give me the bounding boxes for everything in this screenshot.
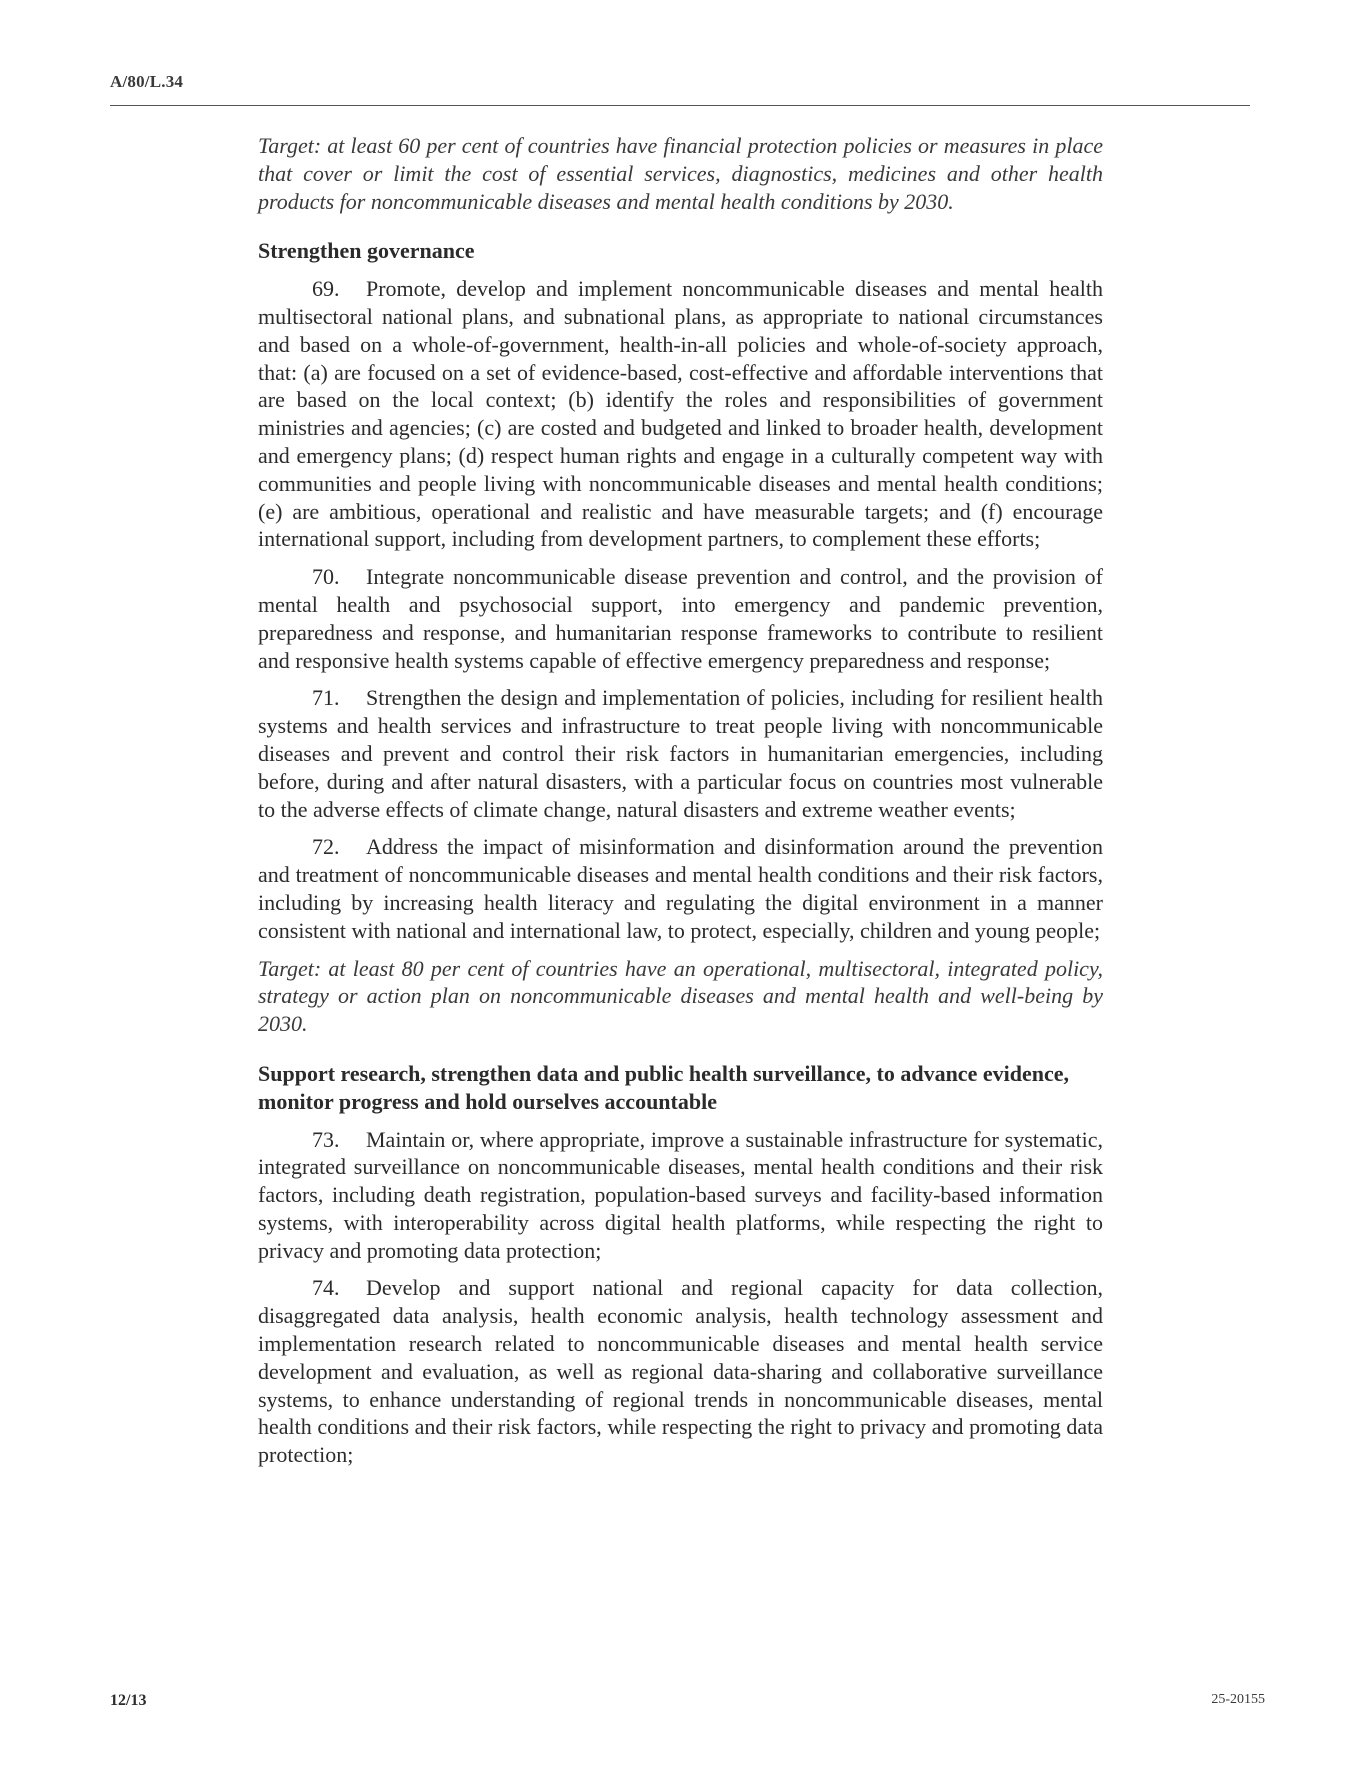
job-number: 25-20155 xyxy=(1211,1692,1265,1707)
paragraph-text: Promote, develop and implement noncommunicable diseases and mental health multisectoral national plans, and subnational plans, as appropriate to national circumstances and based on a whole-of-government, health-in-all policies and whole-of-society approach, that: (a) are focused on a set of evidence-based, cost-effective and affordable interventions that are based on the local context; (b) identify the roles and responsibilities of government ministries and agencies; (c) are costed and budgeted and linked to broader health, development and emergency plans; (d) respect human rights and engage in a culturally competent way with communities and people living with noncommunicable diseases and mental health conditions; (e) are ambitious, operational and realistic and have measurable targets; and (f) encourage international support, including from development partners, to complement these efforts; xyxy=(258,276,1103,552)
paragraph-69 xyxy=(258,275,1103,553)
paragraph-71 xyxy=(258,684,1103,823)
paragraph-text: Develop and support national and regional capacity for data collection, disaggregated data analysis, health economic analysis, health technology assessment and implementation research related to noncommunicable diseases and mental health service development and evaluation, as well as regional data-sharing and collaborative surveillance systems, to enhance understanding of regional trends in noncommunicable diseases, mental health conditions and their risk factors, while respecting the right to privacy and promoting data protection; xyxy=(258,1275,1103,1468)
header-rule xyxy=(110,105,1250,106)
paragraph-text: Integrate noncommunicable disease prevention and control, and the provision of mental health and psychosocial support, into emergency and pandemic prevention, preparedness and response, and humanitarian response frameworks to contribute to resilient and responsive health systems capable of effective emergency preparedness and response; xyxy=(258,564,1103,673)
page-header xyxy=(110,72,1250,92)
paragraph-text: Maintain or, where appropriate, improve a sustainable infrastructure for systematic, integrated surveillance on noncommunicable diseases, mental health conditions and their risk factors, including death registration, population-based surveys and facility-based information systems, with interoperability across digital health platforms, while respecting the right to privacy and promoting data protection; xyxy=(258,1126,1103,1263)
section-heading-governance: Strengthen governance xyxy=(258,238,475,264)
paragraph-number: 70. xyxy=(312,564,340,590)
paragraph-74 xyxy=(258,1274,1103,1469)
paragraph-number: 71. xyxy=(312,685,340,711)
paragraph-text: Strengthen the design and implementation of policies, including for resilient health systems and health services and infrastructure to treat people living with noncommunicable diseases and prevent and control their risk factors in humanitarian emergencies, including before, during and after natural disasters, with a particular focus on countries most vulnerable to the adverse effects of climate change, natural disasters and extreme weather events; xyxy=(258,685,1103,822)
document-symbol: A/80/L.34 xyxy=(110,72,184,91)
document-body xyxy=(258,132,1103,1479)
target-statement-financial-protection: Target: at least 60 per cent of countries have financial protection policies or measures in place that cover or limit the cost of essential services, diagnostics, medicines and other health products for noncommunicable diseases and mental health conditions by 2030. xyxy=(258,133,1103,214)
page-number: 12/13 xyxy=(110,1692,147,1709)
paragraph-number: 73. xyxy=(312,1126,340,1152)
paragraph-text: Address the impact of misinformation and disinformation around the prevention and treatment of noncommunicable diseases and mental health conditions and their risk factors, including by increasing health literacy and regulating the digital environment in a manner consistent with national and international law, to protect, especially, children and young people; xyxy=(258,834,1103,943)
paragraph-number: 72. xyxy=(312,834,340,860)
paragraph-70 xyxy=(258,563,1103,674)
paragraph-73 xyxy=(258,1126,1103,1265)
target-statement-action-plan: Target: at least 80 per cent of countries have an operational, multisectoral, integrated policy, strategy or action plan on noncommunicable diseases and mental health and well-being by 2030. xyxy=(258,955,1103,1037)
paragraph-72 xyxy=(258,833,1103,944)
section-heading-research-data: Support research, strengthen data and public health surveillance, to advance evidence, monitor progress and hold ourselves accountable xyxy=(258,1060,1069,1114)
paragraph-number: 69. xyxy=(312,276,340,302)
paragraph-number: 74. xyxy=(312,1275,340,1301)
